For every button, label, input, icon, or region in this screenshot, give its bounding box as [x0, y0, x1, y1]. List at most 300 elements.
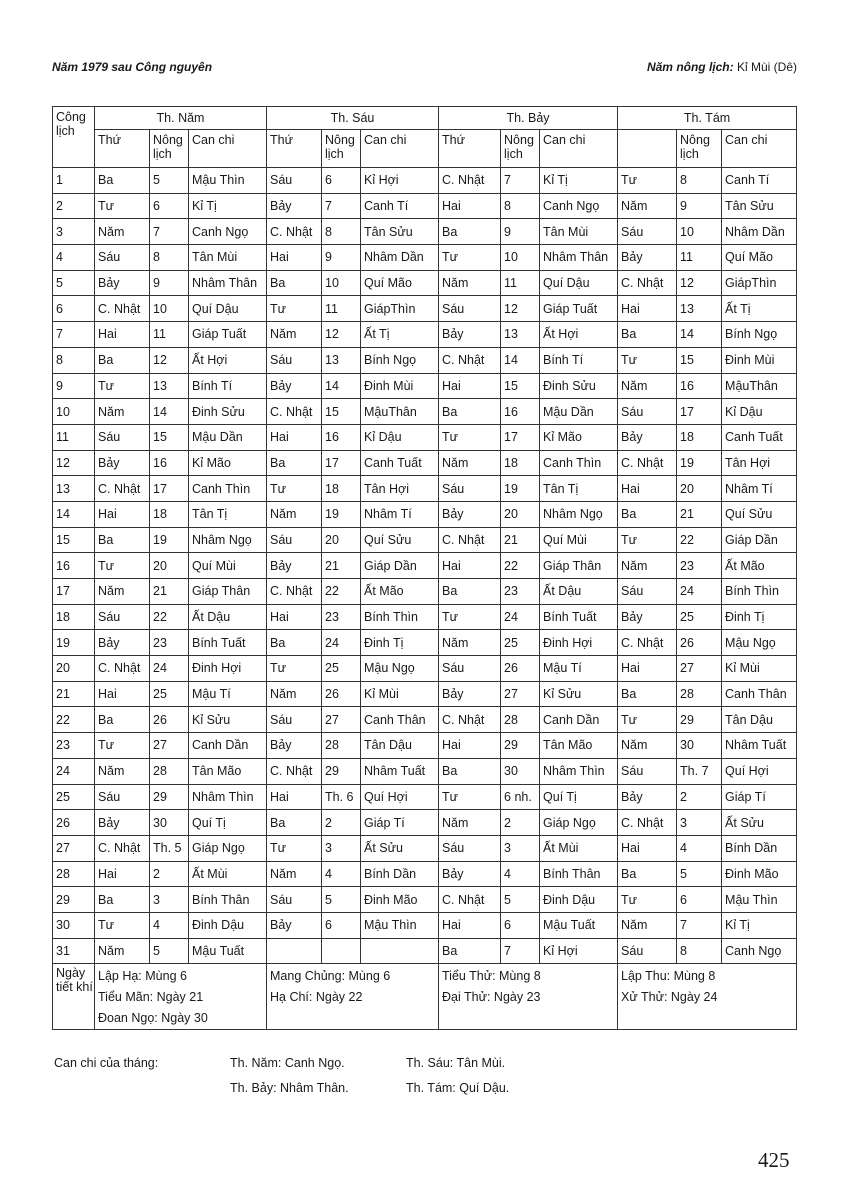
gregorian-day-cell: 2	[53, 193, 95, 219]
can-chi-cell: Mậu Tuất	[540, 912, 618, 938]
lunar-day-cell: 24	[501, 604, 540, 630]
jieqi-entry: Tiểu Mãn: Ngày 21	[98, 990, 204, 1005]
lunar-day-cell: 26	[322, 681, 361, 707]
weekday-cell: Tư	[267, 656, 322, 682]
lunar-year-value: Kỉ Mùi (Dê)	[736, 60, 797, 74]
weekday-cell: Bảy	[267, 193, 322, 219]
weekday-cell: C. Nhật	[267, 219, 322, 245]
lunar-day-cell: 16	[677, 373, 722, 399]
weekday-cell: Hai	[618, 835, 677, 861]
lunar-day-cell: 10	[150, 296, 189, 322]
weekday-cell: Hai	[618, 296, 677, 322]
can-chi-cell: Bính Thìn	[361, 604, 439, 630]
lunar-day-cell: 18	[322, 476, 361, 502]
lunar-day-cell: 7	[677, 912, 722, 938]
lunar-day-cell: 21	[322, 553, 361, 579]
can-chi-cell: Đinh Dậu	[189, 912, 267, 938]
month-can-chi-item: Th. Năm: Canh Ngọ.	[230, 1056, 345, 1070]
table-row	[53, 912, 797, 938]
can-chi-cell: Ất Mão	[361, 579, 439, 605]
lunar-day-header: Nông lịch	[677, 130, 722, 168]
lunar-day-cell: 3	[677, 810, 722, 836]
weekday-cell: Tư	[439, 784, 501, 810]
weekday-cell: Hai	[95, 501, 150, 527]
can-chi-cell: Kỉ Mùi	[722, 656, 797, 682]
weekday-cell: C. Nhật	[618, 450, 677, 476]
jieqi-cell	[95, 964, 267, 1030]
can-chi-cell: Mậu Ngọ	[722, 630, 797, 656]
lunar-day-cell: 11	[677, 245, 722, 271]
can-chi-cell: Tân Mão	[189, 758, 267, 784]
jieqi-entry: Lập Hạ: Mùng 6	[98, 969, 187, 984]
can-chi-cell: Kỉ Mão	[540, 424, 618, 450]
table-row	[53, 501, 797, 527]
can-chi-cell: Đinh Dậu	[540, 887, 618, 913]
lunar-day-cell: 9	[677, 193, 722, 219]
can-chi-cell: Bính Dần	[722, 835, 797, 861]
weekday-cell: Sáu	[618, 938, 677, 964]
weekday-cell: Năm	[267, 681, 322, 707]
can-chi-cell: Canh Ngọ	[540, 193, 618, 219]
lunar-day-cell: 9	[150, 270, 189, 296]
jieqi-entry: Tiểu Thử: Mùng 8	[442, 969, 541, 984]
lunar-day-cell: 27	[501, 681, 540, 707]
can-chi-cell: Nhâm Tí	[722, 476, 797, 502]
can-chi-cell: Mậu Thìn	[189, 168, 267, 194]
weekday-cell: Ba	[267, 810, 322, 836]
weekday-cell: Ba	[618, 861, 677, 887]
can-chi-cell: Mậu Dần	[540, 399, 618, 425]
lunar-day-cell: 15	[322, 399, 361, 425]
can-chi-cell: Quí Sửu	[361, 527, 439, 553]
lunar-day-cell: 6	[150, 193, 189, 219]
table-row	[53, 219, 797, 245]
lunar-day-cell: 2	[501, 810, 540, 836]
lunar-day-cell: 27	[150, 733, 189, 759]
sub-header-row	[53, 130, 797, 168]
month-can-chi-item: Th. Bảy: Nhâm Thân.	[230, 1081, 349, 1095]
gregorian-day-cell: 19	[53, 630, 95, 656]
table-row	[53, 707, 797, 733]
table-row	[53, 835, 797, 861]
can-chi-cell: Đinh Mão	[361, 887, 439, 913]
can-chi-cell: Nhâm Thìn	[540, 758, 618, 784]
weekday-cell: Tư	[95, 373, 150, 399]
weekday-cell: Tư	[618, 707, 677, 733]
jieqi-entry: Hạ Chí: Ngày 22	[270, 990, 363, 1005]
table-row	[53, 938, 797, 964]
lunar-day-cell: 9	[501, 219, 540, 245]
lunar-day-cell: 14	[501, 347, 540, 373]
can-chi-cell: Canh Tuất	[361, 450, 439, 476]
can-chi-cell: Quí Tị	[540, 784, 618, 810]
lunar-day-cell: 19	[150, 527, 189, 553]
lunar-day-cell: 29	[150, 784, 189, 810]
can-chi-cell: Bính Thìn	[722, 579, 797, 605]
can-chi-cell: Nhâm Ngọ	[189, 527, 267, 553]
weekday-cell: Bảy	[439, 861, 501, 887]
lunar-year-label: Năm nông lịch:	[646, 60, 734, 74]
gregorian-day-cell: 28	[53, 861, 95, 887]
can-chi-cell: Nhâm Tí	[361, 501, 439, 527]
month-header: Th. Năm	[95, 107, 267, 130]
lunar-day-cell: 10	[501, 245, 540, 271]
can-chi-cell: Tân Hợi	[722, 450, 797, 476]
weekday-cell: Ba	[439, 938, 501, 964]
weekday-cell: Bảy	[267, 733, 322, 759]
table-row	[53, 527, 797, 553]
weekday-cell: C. Nhật	[95, 656, 150, 682]
lunar-day-cell: 20	[677, 476, 722, 502]
lunar-day-cell: 28	[322, 733, 361, 759]
can-chi-cell: Canh Thân	[722, 681, 797, 707]
weekday-cell: Ba	[267, 270, 322, 296]
lunar-day-cell: 13	[501, 322, 540, 348]
weekday-header: Thứ	[267, 130, 322, 168]
lunar-day-cell: 21	[150, 579, 189, 605]
weekday-cell: Ba	[618, 501, 677, 527]
can-chi-cell: Kỉ Hợi	[540, 938, 618, 964]
table-row	[53, 681, 797, 707]
can-chi-cell: Canh Ngọ	[722, 938, 797, 964]
lunar-day-cell: 19	[322, 501, 361, 527]
weekday-cell: Tư	[95, 193, 150, 219]
weekday-cell: Năm	[618, 733, 677, 759]
lunar-day-cell: 20	[322, 527, 361, 553]
weekday-cell: Sáu	[439, 296, 501, 322]
gregorian-day-cell: 14	[53, 501, 95, 527]
weekday-cell: Hai	[95, 322, 150, 348]
weekday-cell: Sáu	[618, 758, 677, 784]
can-chi-cell: Kỉ Tị	[722, 912, 797, 938]
can-chi-cell: Canh Thìn	[189, 476, 267, 502]
gregorian-day-cell: 7	[53, 322, 95, 348]
weekday-cell: C. Nhật	[439, 347, 501, 373]
table-row	[53, 399, 797, 425]
lunar-day-cell: 16	[501, 399, 540, 425]
lunar-day-cell: 3	[322, 835, 361, 861]
weekday-cell: Năm	[95, 399, 150, 425]
lunar-day-cell: 23	[322, 604, 361, 630]
weekday-cell: Hai	[95, 681, 150, 707]
weekday-cell: Năm	[439, 810, 501, 836]
can-chi-cell: Giáp Thân	[189, 579, 267, 605]
lunar-day-cell: 18	[150, 501, 189, 527]
weekday-cell: Sáu	[95, 604, 150, 630]
weekday-cell: Ba	[439, 219, 501, 245]
can-chi-cell: Kỉ Dậu	[722, 399, 797, 425]
can-chi-cell: Nhâm Tuất	[722, 733, 797, 759]
lunar-day-cell	[322, 938, 361, 964]
lunar-day-cell: Th. 6	[322, 784, 361, 810]
lunar-day-cell: 15	[501, 373, 540, 399]
can-chi-cell: Đinh Hợi	[189, 656, 267, 682]
can-chi-cell: Kỉ Mão	[189, 450, 267, 476]
can-chi-header: Can chi	[540, 130, 618, 168]
can-chi-cell: Ất Mùi	[189, 861, 267, 887]
weekday-cell: Bảy	[439, 681, 501, 707]
can-chi-cell: Giáp Thân	[540, 553, 618, 579]
weekday-cell: Ba	[439, 579, 501, 605]
lunar-day-cell: 4	[677, 835, 722, 861]
gregorian-day-cell: 1	[53, 168, 95, 194]
lunar-day-header: Nông lịch	[322, 130, 361, 168]
can-chi-cell: Nhâm Dần	[361, 245, 439, 271]
gregorian-day-cell: 22	[53, 707, 95, 733]
lunar-day-cell: 30	[150, 810, 189, 836]
can-chi-cell: Quí Mão	[361, 270, 439, 296]
table-row	[53, 810, 797, 836]
table-row	[53, 733, 797, 759]
table-row	[53, 245, 797, 271]
page-header-lunar-year	[647, 60, 797, 74]
lunar-day-cell: 6	[322, 168, 361, 194]
weekday-cell: Bảy	[439, 322, 501, 348]
can-chi-cell: GiápThìn	[361, 296, 439, 322]
gregorian-day-cell: 23	[53, 733, 95, 759]
table-row	[53, 424, 797, 450]
jieqi-row	[53, 964, 797, 1030]
gregorian-day-cell: 26	[53, 810, 95, 836]
lunar-day-cell: 11	[322, 296, 361, 322]
lunar-day-cell: 28	[501, 707, 540, 733]
jieqi-entry: Mang Chủng: Mùng 6	[270, 969, 391, 984]
can-chi-cell: Mậu Tí	[540, 656, 618, 682]
lunar-day-cell: 8	[677, 168, 722, 194]
weekday-cell: Bảy	[95, 630, 150, 656]
lunar-day-cell: 7	[322, 193, 361, 219]
gregorian-day-cell: 8	[53, 347, 95, 373]
can-chi-cell: Nhâm Thân	[540, 245, 618, 271]
weekday-cell: Sáu	[95, 784, 150, 810]
can-chi-cell: Tân Sửu	[722, 193, 797, 219]
lunar-day-cell: 5	[501, 887, 540, 913]
lunar-day-cell: Th. 7	[677, 758, 722, 784]
lunar-day-cell: 30	[677, 733, 722, 759]
jieqi-entry: Đoan Ngọ: Ngày 30	[98, 1011, 208, 1026]
lunar-day-cell: 27	[677, 656, 722, 682]
gregorian-day-cell: 20	[53, 656, 95, 682]
lunar-day-cell: 25	[501, 630, 540, 656]
table-row	[53, 450, 797, 476]
can-chi-header: Can chi	[722, 130, 797, 168]
lunar-day-cell: 23	[150, 630, 189, 656]
table-row	[53, 861, 797, 887]
can-chi-cell: Nhâm Ngọ	[540, 501, 618, 527]
lunar-day-cell: 13	[322, 347, 361, 373]
gregorian-day-cell: 31	[53, 938, 95, 964]
weekday-cell: C. Nhật	[267, 579, 322, 605]
can-chi-cell: Bính Thân	[540, 861, 618, 887]
weekday-header	[618, 130, 677, 168]
can-chi-cell: Kỉ Sửu	[189, 707, 267, 733]
lunar-day-cell: 12	[322, 322, 361, 348]
can-chi-cell: Mậu Tí	[189, 681, 267, 707]
can-chi-cell: Ất Tị	[361, 322, 439, 348]
can-chi-cell: Canh Tuất	[722, 424, 797, 450]
lunar-day-cell: 5	[677, 861, 722, 887]
weekday-cell: Ba	[95, 347, 150, 373]
lunar-day-cell: 18	[501, 450, 540, 476]
lunar-day-header: Nông lịch	[150, 130, 189, 168]
lunar-day-cell: 22	[322, 579, 361, 605]
lunar-day-cell: 19	[677, 450, 722, 476]
gregorian-day-cell: 9	[53, 373, 95, 399]
jieqi-entry: Lập Thu: Mùng 8	[621, 969, 716, 984]
lunar-day-cell: 7	[501, 168, 540, 194]
lunar-day-cell: 25	[677, 604, 722, 630]
can-chi-cell: Giáp Tuất	[540, 296, 618, 322]
can-chi-cell: Ất Hợi	[189, 347, 267, 373]
can-chi-cell: Bính Ngọ	[722, 322, 797, 348]
weekday-cell: Năm	[95, 219, 150, 245]
table-row	[53, 579, 797, 605]
lunar-day-cell: 20	[501, 501, 540, 527]
lunar-day-cell: 17	[501, 424, 540, 450]
gregorian-day-cell: 11	[53, 424, 95, 450]
lunar-day-cell: 24	[322, 630, 361, 656]
can-chi-cell: Tân Hợi	[361, 476, 439, 502]
weekday-cell: Năm	[439, 630, 501, 656]
weekday-cell: Tư	[618, 527, 677, 553]
weekday-cell: Sáu	[267, 707, 322, 733]
can-chi-cell: Kỉ Dậu	[361, 424, 439, 450]
lunar-day-cell: 2	[677, 784, 722, 810]
table-row	[53, 168, 797, 194]
weekday-cell: Ba	[95, 527, 150, 553]
weekday-cell: Bảy	[95, 270, 150, 296]
jieqi-cell	[618, 964, 797, 1030]
can-chi-cell: Kỉ Sửu	[540, 681, 618, 707]
weekday-cell: Năm	[95, 938, 150, 964]
can-chi-cell: Nhâm Dần	[722, 219, 797, 245]
lunar-day-header: Nông lịch	[501, 130, 540, 168]
lunar-day-cell: 25	[150, 681, 189, 707]
lunar-day-cell: 4	[501, 861, 540, 887]
lunar-day-cell: 3	[501, 835, 540, 861]
can-chi-cell: Canh Tí	[722, 168, 797, 194]
gregorian-day-cell: 21	[53, 681, 95, 707]
lunar-day-cell: 7	[501, 938, 540, 964]
weekday-cell: Hai	[618, 476, 677, 502]
weekday-cell: Ba	[439, 758, 501, 784]
can-chi-cell: Giáp Tí	[361, 810, 439, 836]
weekday-cell: Ba	[95, 887, 150, 913]
can-chi-cell: Ất Dậu	[540, 579, 618, 605]
can-chi-cell: Đinh Mùi	[722, 347, 797, 373]
gregorian-day-cell: 10	[53, 399, 95, 425]
can-chi-cell: Ất Mùi	[540, 835, 618, 861]
can-chi-cell: Ất Tị	[722, 296, 797, 322]
jieqi-cell	[267, 964, 439, 1030]
can-chi-cell: Canh Ngọ	[189, 219, 267, 245]
can-chi-cell: Tân Dậu	[361, 733, 439, 759]
lunar-day-cell: 16	[322, 424, 361, 450]
table-row	[53, 604, 797, 630]
can-chi-cell: Bính Ngọ	[361, 347, 439, 373]
page-header-year: Năm 1979 sau Công nguyên	[52, 60, 213, 74]
can-chi-header: Can chi	[189, 130, 267, 168]
month-header-row	[53, 107, 797, 130]
weekday-cell: Sáu	[267, 168, 322, 194]
gregorian-day-cell: 18	[53, 604, 95, 630]
lunar-day-cell: 19	[501, 476, 540, 502]
weekday-cell: Ba	[439, 399, 501, 425]
lunar-day-cell: 24	[150, 656, 189, 682]
can-chi-cell: Quí Hợi	[722, 758, 797, 784]
gregorian-day-cell: 6	[53, 296, 95, 322]
weekday-cell: Sáu	[618, 579, 677, 605]
table-row	[53, 193, 797, 219]
lunar-day-cell: 9	[322, 245, 361, 271]
lunar-day-cell: 6	[501, 912, 540, 938]
lunar-day-cell: 11	[150, 322, 189, 348]
can-chi-cell: Quí Mão	[722, 245, 797, 271]
lunar-day-cell: 8	[150, 245, 189, 271]
can-chi-cell: Tân Sửu	[361, 219, 439, 245]
gregorian-day-cell: 4	[53, 245, 95, 271]
weekday-cell: C. Nhật	[267, 758, 322, 784]
weekday-cell: Tư	[267, 296, 322, 322]
gregorian-column-header: Công lịch	[53, 107, 95, 168]
lunar-day-cell: 12	[677, 270, 722, 296]
lunar-day-cell: 22	[677, 527, 722, 553]
can-chi-cell: Kỉ Tị	[540, 168, 618, 194]
gregorian-day-cell: 17	[53, 579, 95, 605]
can-chi-cell: Mậu Dần	[189, 424, 267, 450]
lunar-day-cell: 21	[677, 501, 722, 527]
month-can-chi-label: Can chi của tháng:	[54, 1056, 159, 1070]
lunar-day-cell: 13	[677, 296, 722, 322]
can-chi-cell: Canh Thìn	[540, 450, 618, 476]
can-chi-cell: Đinh Tị	[361, 630, 439, 656]
lunar-day-cell: 8	[322, 219, 361, 245]
can-chi-cell: Đinh Sửu	[189, 399, 267, 425]
weekday-cell: Hai	[439, 373, 501, 399]
weekday-cell: Hai	[267, 604, 322, 630]
can-chi-cell: Nhâm Thân	[189, 270, 267, 296]
lunar-day-cell: 17	[322, 450, 361, 476]
weekday-cell: Ba	[267, 630, 322, 656]
weekday-cell: C. Nhật	[618, 630, 677, 656]
month-can-chi-item: Th. Tám: Quí Dậu.	[406, 1081, 510, 1095]
lunar-day-cell: 24	[677, 579, 722, 605]
can-chi-cell: Quí Hợi	[361, 784, 439, 810]
can-chi-cell: Canh Tí	[361, 193, 439, 219]
weekday-header: Thứ	[439, 130, 501, 168]
weekday-cell: Hai	[267, 424, 322, 450]
can-chi-cell: Mậu Ngọ	[361, 656, 439, 682]
lunar-day-cell: 17	[677, 399, 722, 425]
weekday-cell: Tư	[618, 168, 677, 194]
table-row	[53, 656, 797, 682]
lunar-day-cell: 27	[322, 707, 361, 733]
weekday-cell: Sáu	[267, 527, 322, 553]
gregorian-day-cell: 5	[53, 270, 95, 296]
lunar-day-cell: 10	[677, 219, 722, 245]
can-chi-cell: Ất Sửu	[361, 835, 439, 861]
weekday-cell: Ba	[267, 450, 322, 476]
weekday-cell: Hai	[618, 656, 677, 682]
lunar-day-cell: 20	[150, 553, 189, 579]
month-header: Th. Sáu	[267, 107, 439, 130]
can-chi-cell: Đinh Mùi	[361, 373, 439, 399]
lunar-day-cell: 25	[322, 656, 361, 682]
weekday-cell: Sáu	[267, 887, 322, 913]
can-chi-cell: Bính Tuất	[189, 630, 267, 656]
weekday-cell: Hai	[267, 245, 322, 271]
gregorian-day-cell: 12	[53, 450, 95, 476]
